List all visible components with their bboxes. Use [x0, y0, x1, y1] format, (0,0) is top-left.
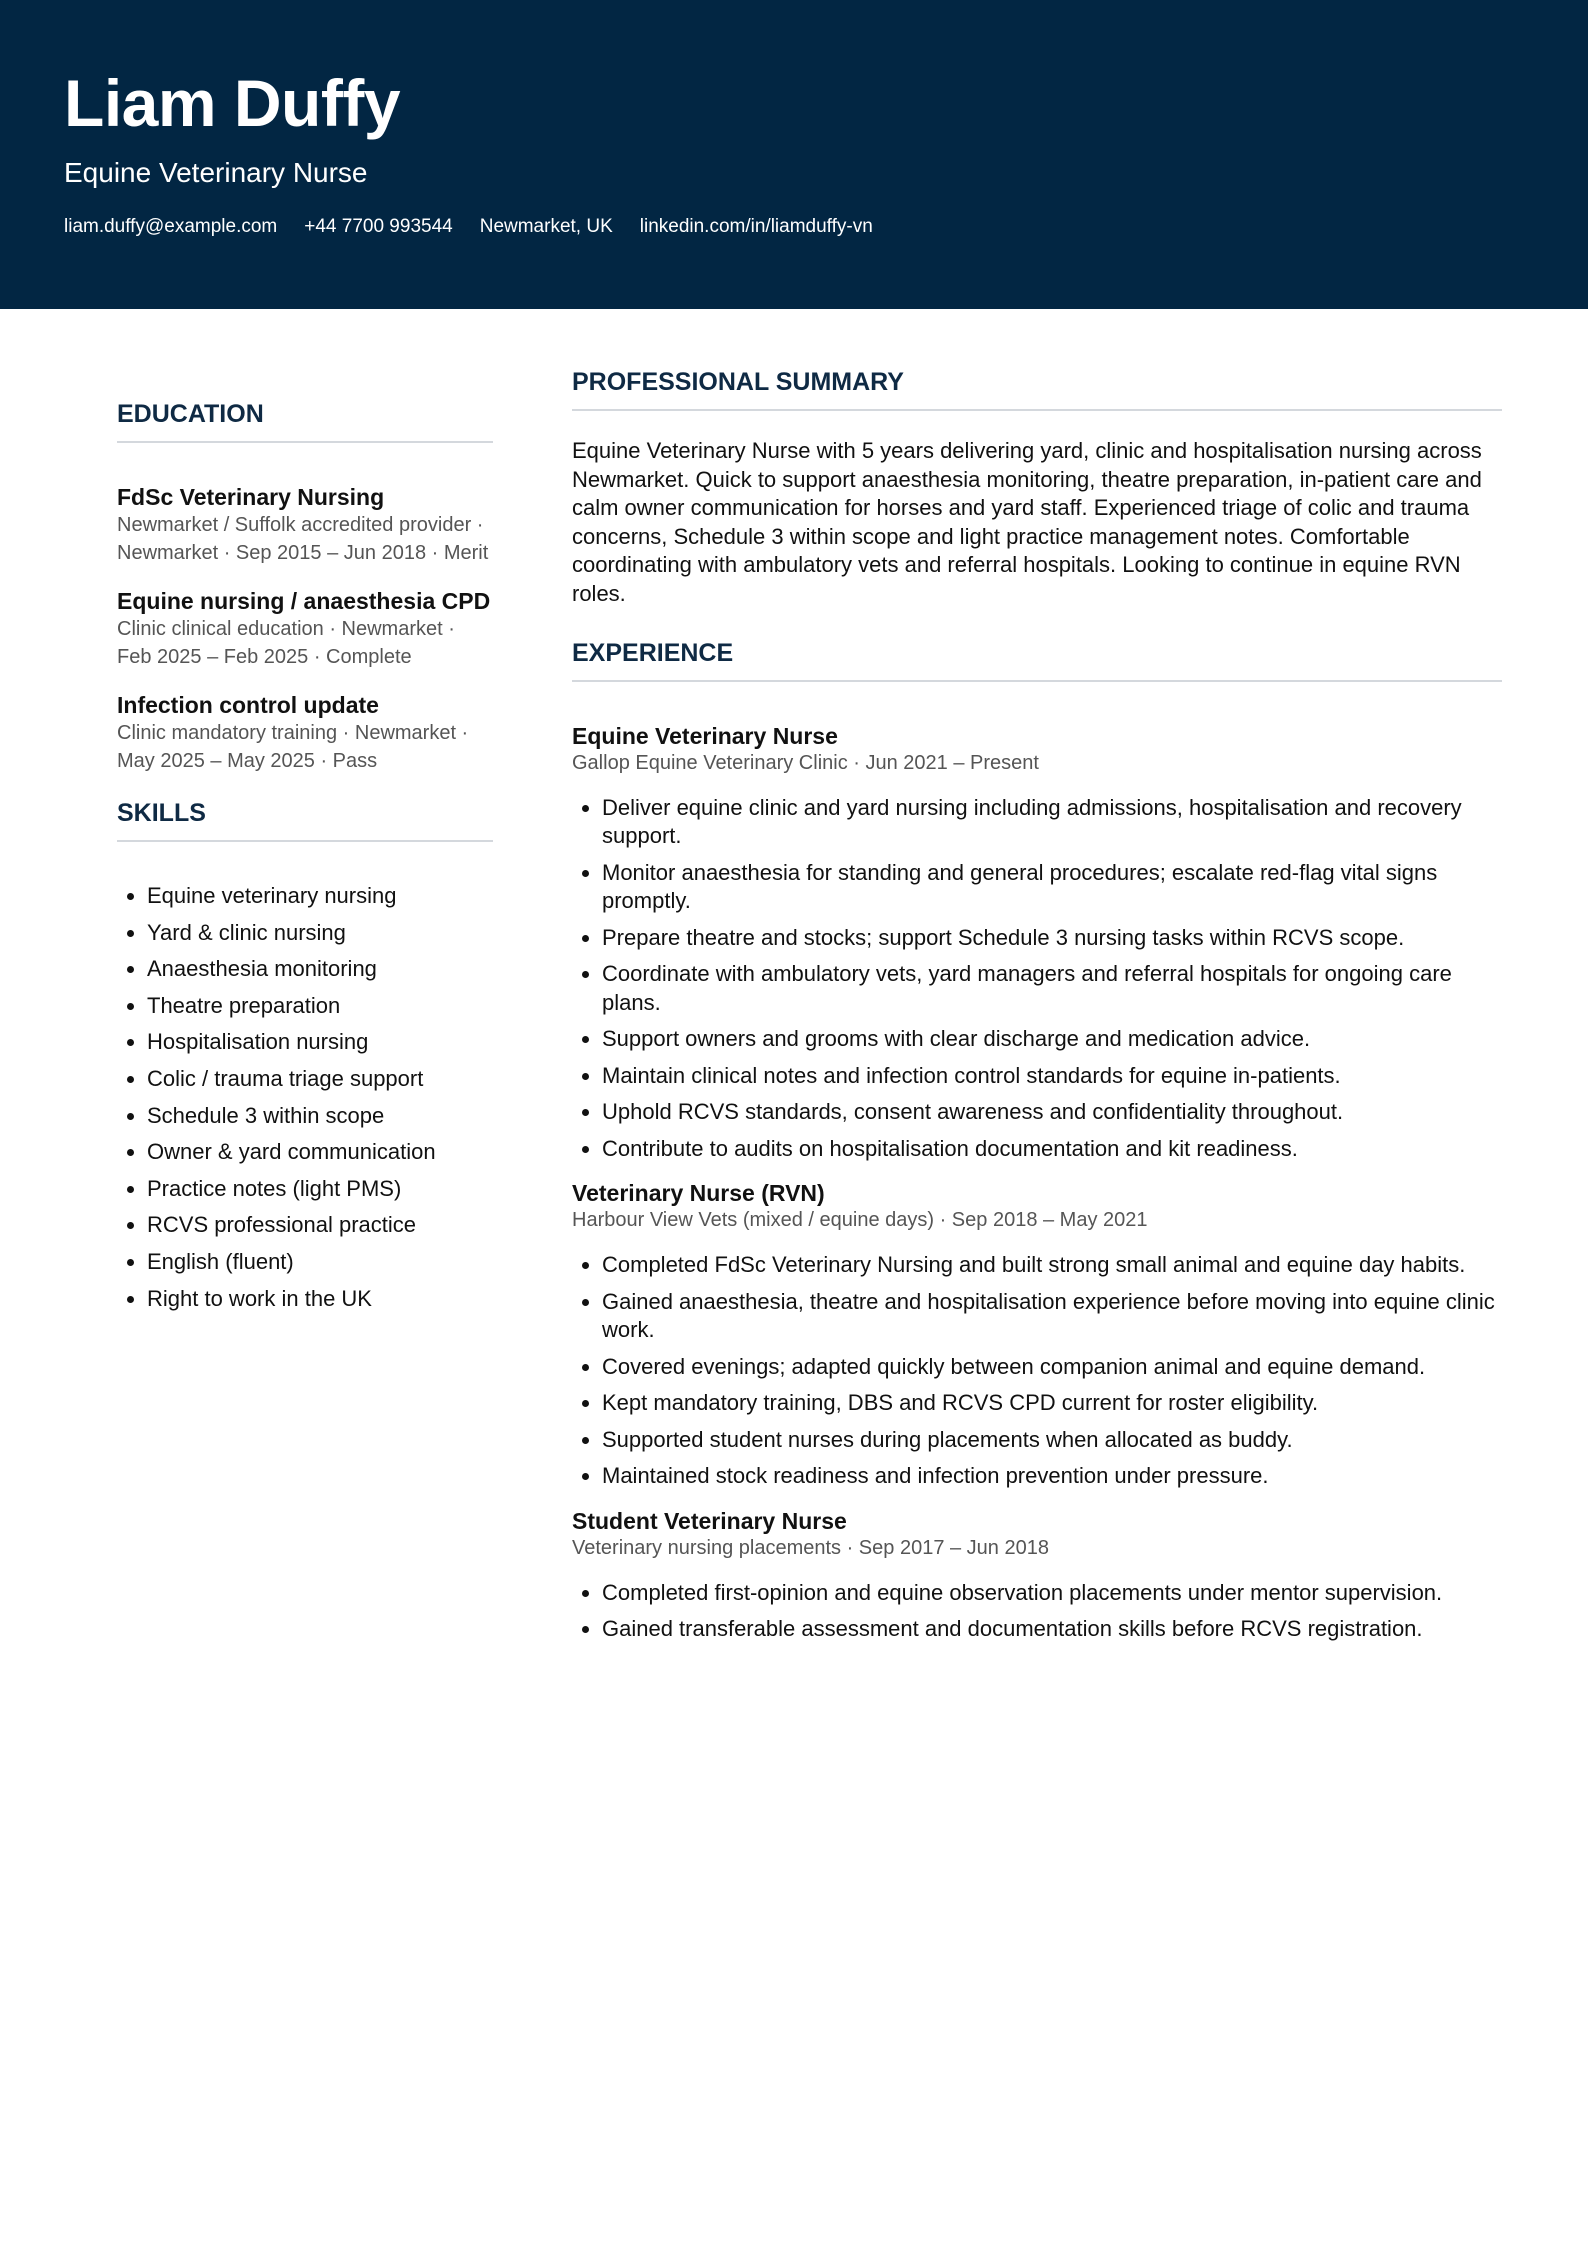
contact-location: Newmarket, UK: [479, 216, 613, 237]
job-entry: [572, 722, 1502, 1164]
job-bullet: • Kept mandatory training, DBS and RCVS CPD current for roster eligibility.: [602, 1389, 1502, 1418]
job-bullet: • Support owners and grooms with clear discharge and medication advice.: [602, 1025, 1502, 1054]
job-bullet: • Completed FdSc Veterinary Nursing and built strong small animal and equine day habits.: [602, 1251, 1502, 1280]
job-bullet: • Monitor anaesthesia for standing and general procedures; escalate red-flag vital signs promptly.: [602, 859, 1502, 916]
resume-header: [0, 0, 1588, 309]
job-title: Veterinary Nurse (RVN): [572, 1180, 825, 1207]
candidate-name: Liam Duffy: [64, 66, 401, 140]
skill-item: • Owner & yard communication: [147, 1134, 493, 1171]
job-bullets: [572, 1251, 1502, 1491]
skill-item: • Yard & clinic nursing: [147, 915, 493, 952]
job-bullet: • Maintain clinical notes and infection control standards for equine in-patients.: [602, 1062, 1502, 1091]
education-item-meta: Clinic mandatory training · Newmarket · May 2025 – May 2025 · Pass: [117, 722, 469, 772]
job-bullet: • Supported student nurses during placements when allocated as buddy.: [602, 1426, 1502, 1455]
experience-title: EXPERIENCE: [572, 635, 1502, 682]
skills-title: SKILLS: [117, 795, 493, 842]
job-bullet: • Contribute to audits on hospitalisation documentation and kit readiness.: [602, 1135, 1502, 1164]
skill-item: • Theatre preparation: [147, 988, 493, 1025]
skill-item: • Right to work in the UK: [147, 1281, 493, 1318]
candidate-role: Equine Veterinary Nurse: [64, 157, 368, 188]
education-item: [117, 691, 493, 775]
job-meta: Veterinary nursing placements · Sep 2017 – Jun 2018: [572, 1536, 1049, 1559]
skill-item: • English (fluent): [147, 1244, 493, 1281]
education-item-meta: Clinic clinical education · Newmarket · Feb 2025 – Feb 2025 · Complete: [117, 618, 455, 668]
job-bullet: • Prepare theatre and stocks; support Schedule 3 nursing tasks within RCVS scope.: [602, 924, 1502, 953]
contact-email: liam.duffy@example.com: [64, 216, 278, 237]
job-title: Student Veterinary Nurse: [572, 1507, 847, 1534]
skills-list: [117, 878, 493, 1317]
education-item-title: Infection control update: [117, 692, 379, 718]
job-bullets: [572, 1579, 1502, 1644]
education-item-title: FdSc Veterinary Nursing: [117, 484, 385, 510]
education-title: EDUCATION: [117, 396, 493, 443]
skill-item: • Equine veterinary nursing: [147, 878, 493, 915]
job-bullets: [572, 794, 1502, 1164]
job-bullet: • Maintained stock readiness and infection prevention under pressure.: [602, 1462, 1502, 1491]
job-entry: [572, 1179, 1502, 1491]
education-item: [117, 483, 493, 567]
education-list: [117, 483, 493, 775]
job-bullet: • Gained anaesthesia, theatre and hospitalisation experience before moving into equine clinic work.: [602, 1288, 1502, 1345]
education-item-meta: Newmarket / Suffolk accredited provider · Newmarket · Sep 2015 – Jun 2018 · Merit: [117, 514, 489, 564]
skill-item: • Anaesthesia monitoring: [147, 951, 493, 988]
job-bullet: • Gained transferable assessment and documentation skills before RCVS registration.: [602, 1615, 1502, 1644]
education-item: [117, 587, 493, 671]
summary-title: PROFESSIONAL SUMMARY: [572, 364, 1502, 411]
job-meta: Gallop Equine Veterinary Clinic · Jun 2021 – Present: [572, 751, 1039, 774]
job-bullet: • Deliver equine clinic and yard nursing including admissions, hospitalisation and recovery support.: [602, 794, 1502, 851]
summary-text: Equine Veterinary Nurse with 5 years delivering yard, clinic and hospitalisation nursing across Newmarket. Quick to support anaesthesia monitoring, theatre preparation, in-patient care and calm owner communication for horses and yard staff. Experienced triage of colic and trauma concerns, Schedule 3 within scope and light practice management notes. Comfortable coordinating with ambulatory vets and referral hospitals. Looking to continue in equine RVN roles.: [572, 438, 1482, 606]
job-bullet: • Uphold RCVS standards, consent awareness and confidentiality throughout.: [602, 1098, 1502, 1127]
job-bullet: • Completed first-opinion and equine observation placements under mentor supervision.: [602, 1579, 1502, 1608]
job-entry: [572, 1507, 1502, 1644]
job-meta: Harbour View Vets (mixed / equine days) · Sep 2018 – May 2021: [572, 1209, 1148, 1232]
contact-line: [64, 213, 873, 241]
contact-phone: +44 7700 993544: [304, 216, 453, 237]
education-item-title: Equine nursing / anaesthesia CPD: [117, 588, 491, 614]
left-column: [117, 396, 493, 1317]
skill-item: • Schedule 3 within scope: [147, 1098, 493, 1135]
skill-item: • Practice notes (light PMS): [147, 1171, 493, 1208]
job-bullet: • Covered evenings; adapted quickly between companion animal and equine demand.: [602, 1353, 1502, 1382]
job-bullet: • Coordinate with ambulatory vets, yard managers and referral hospitals for ongoing care plans.: [602, 960, 1502, 1017]
contact-linkedin: linkedin.com/in/liamduffy-vn: [639, 216, 873, 237]
job-title: Equine Veterinary Nurse: [572, 722, 838, 749]
skill-item: • Colic / trauma triage support: [147, 1061, 493, 1098]
skill-item: • Hospitalisation nursing: [147, 1024, 493, 1061]
skill-item: • RCVS professional practice: [147, 1207, 493, 1244]
right-column: [572, 364, 1502, 1652]
